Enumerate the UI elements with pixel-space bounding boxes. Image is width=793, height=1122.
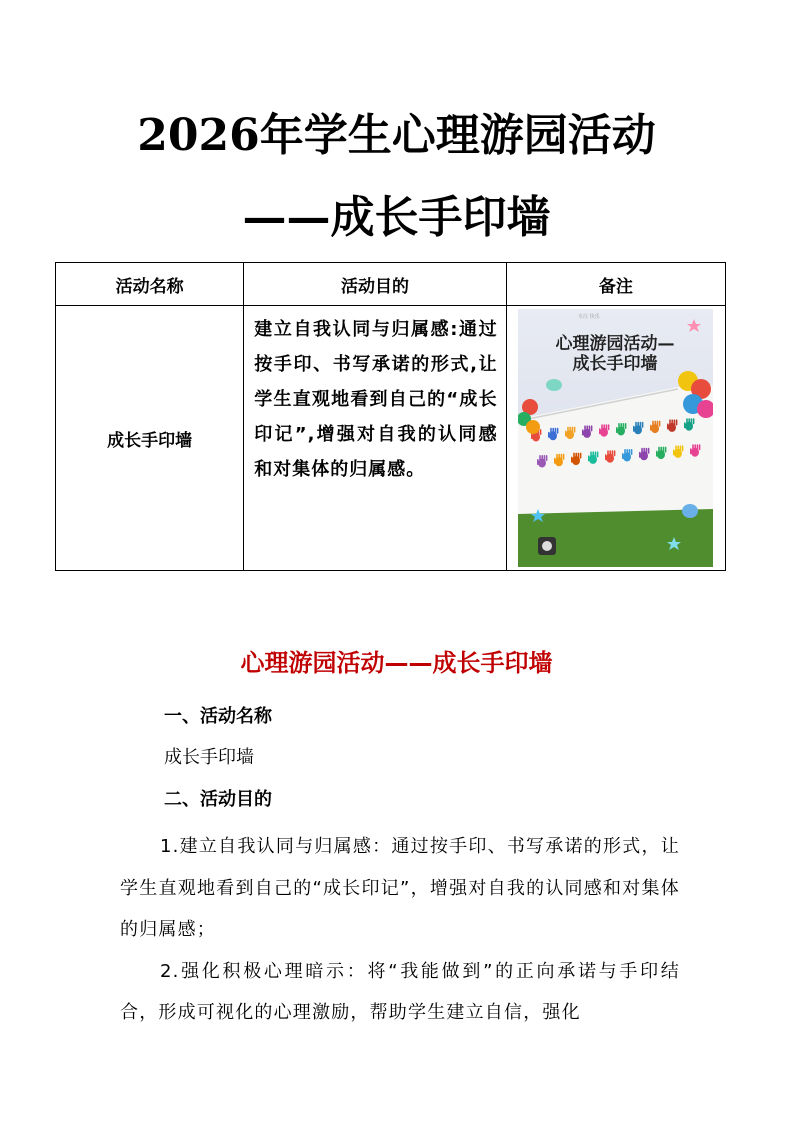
section-1-heading: 一、活动名称 xyxy=(164,706,272,727)
section-title: 心理游园活动——成长手印墙 xyxy=(240,649,553,677)
remarks-photo-cell xyxy=(506,306,725,571)
speech-bubble-icon xyxy=(682,504,698,518)
speech-bubble-icon xyxy=(546,379,562,391)
header-activity-name: 活动名称 xyxy=(56,263,244,306)
activity-table xyxy=(55,262,726,571)
activity-purpose-cell: 建立自我认同与归属感:通过按手印、书写承诺的形式,让学生直观地看到自己的“成长印记”,增强对自我的认同感和对集体的归属感。 xyxy=(244,306,506,571)
photo-title-line-2: 成长手印墙 xyxy=(572,354,658,374)
section-1-content: 成长手印墙 xyxy=(164,747,254,768)
table-header-row xyxy=(56,263,726,306)
photo-top-text: 专注 快乐 xyxy=(578,314,600,320)
header-activity-purpose: 活动目的 xyxy=(244,263,506,306)
hand-wall-photo xyxy=(518,309,713,567)
header-remarks: 备注 xyxy=(506,263,725,306)
table-row xyxy=(56,306,726,571)
logo-badge-icon xyxy=(542,541,552,551)
section-2-heading: 二、活动目的 xyxy=(164,789,272,810)
paragraph: 2.强化积极心理暗示：将“我能做到”的正向承诺与手印结合，形成可视化的心理激励，帮助学生建立自信，强化 xyxy=(120,960,680,1023)
document-title-line-2: ——成长手印墙 xyxy=(242,192,551,243)
section-2-body xyxy=(120,826,680,1034)
paragraph: 1.建立自我认同与归属感：通过按手印、书写承诺的形式，让学生直观地看到自己的“成长印记”，增强对自我的认同感和对集体的归属感； xyxy=(120,836,680,940)
document-title-line-1: 2026年学生心理游园活动 xyxy=(137,110,656,161)
balloon-icon xyxy=(526,420,540,434)
photo-title-line-1: 心理游园活动— xyxy=(555,334,675,354)
activity-name-cell: 成长手印墙 xyxy=(56,306,244,571)
